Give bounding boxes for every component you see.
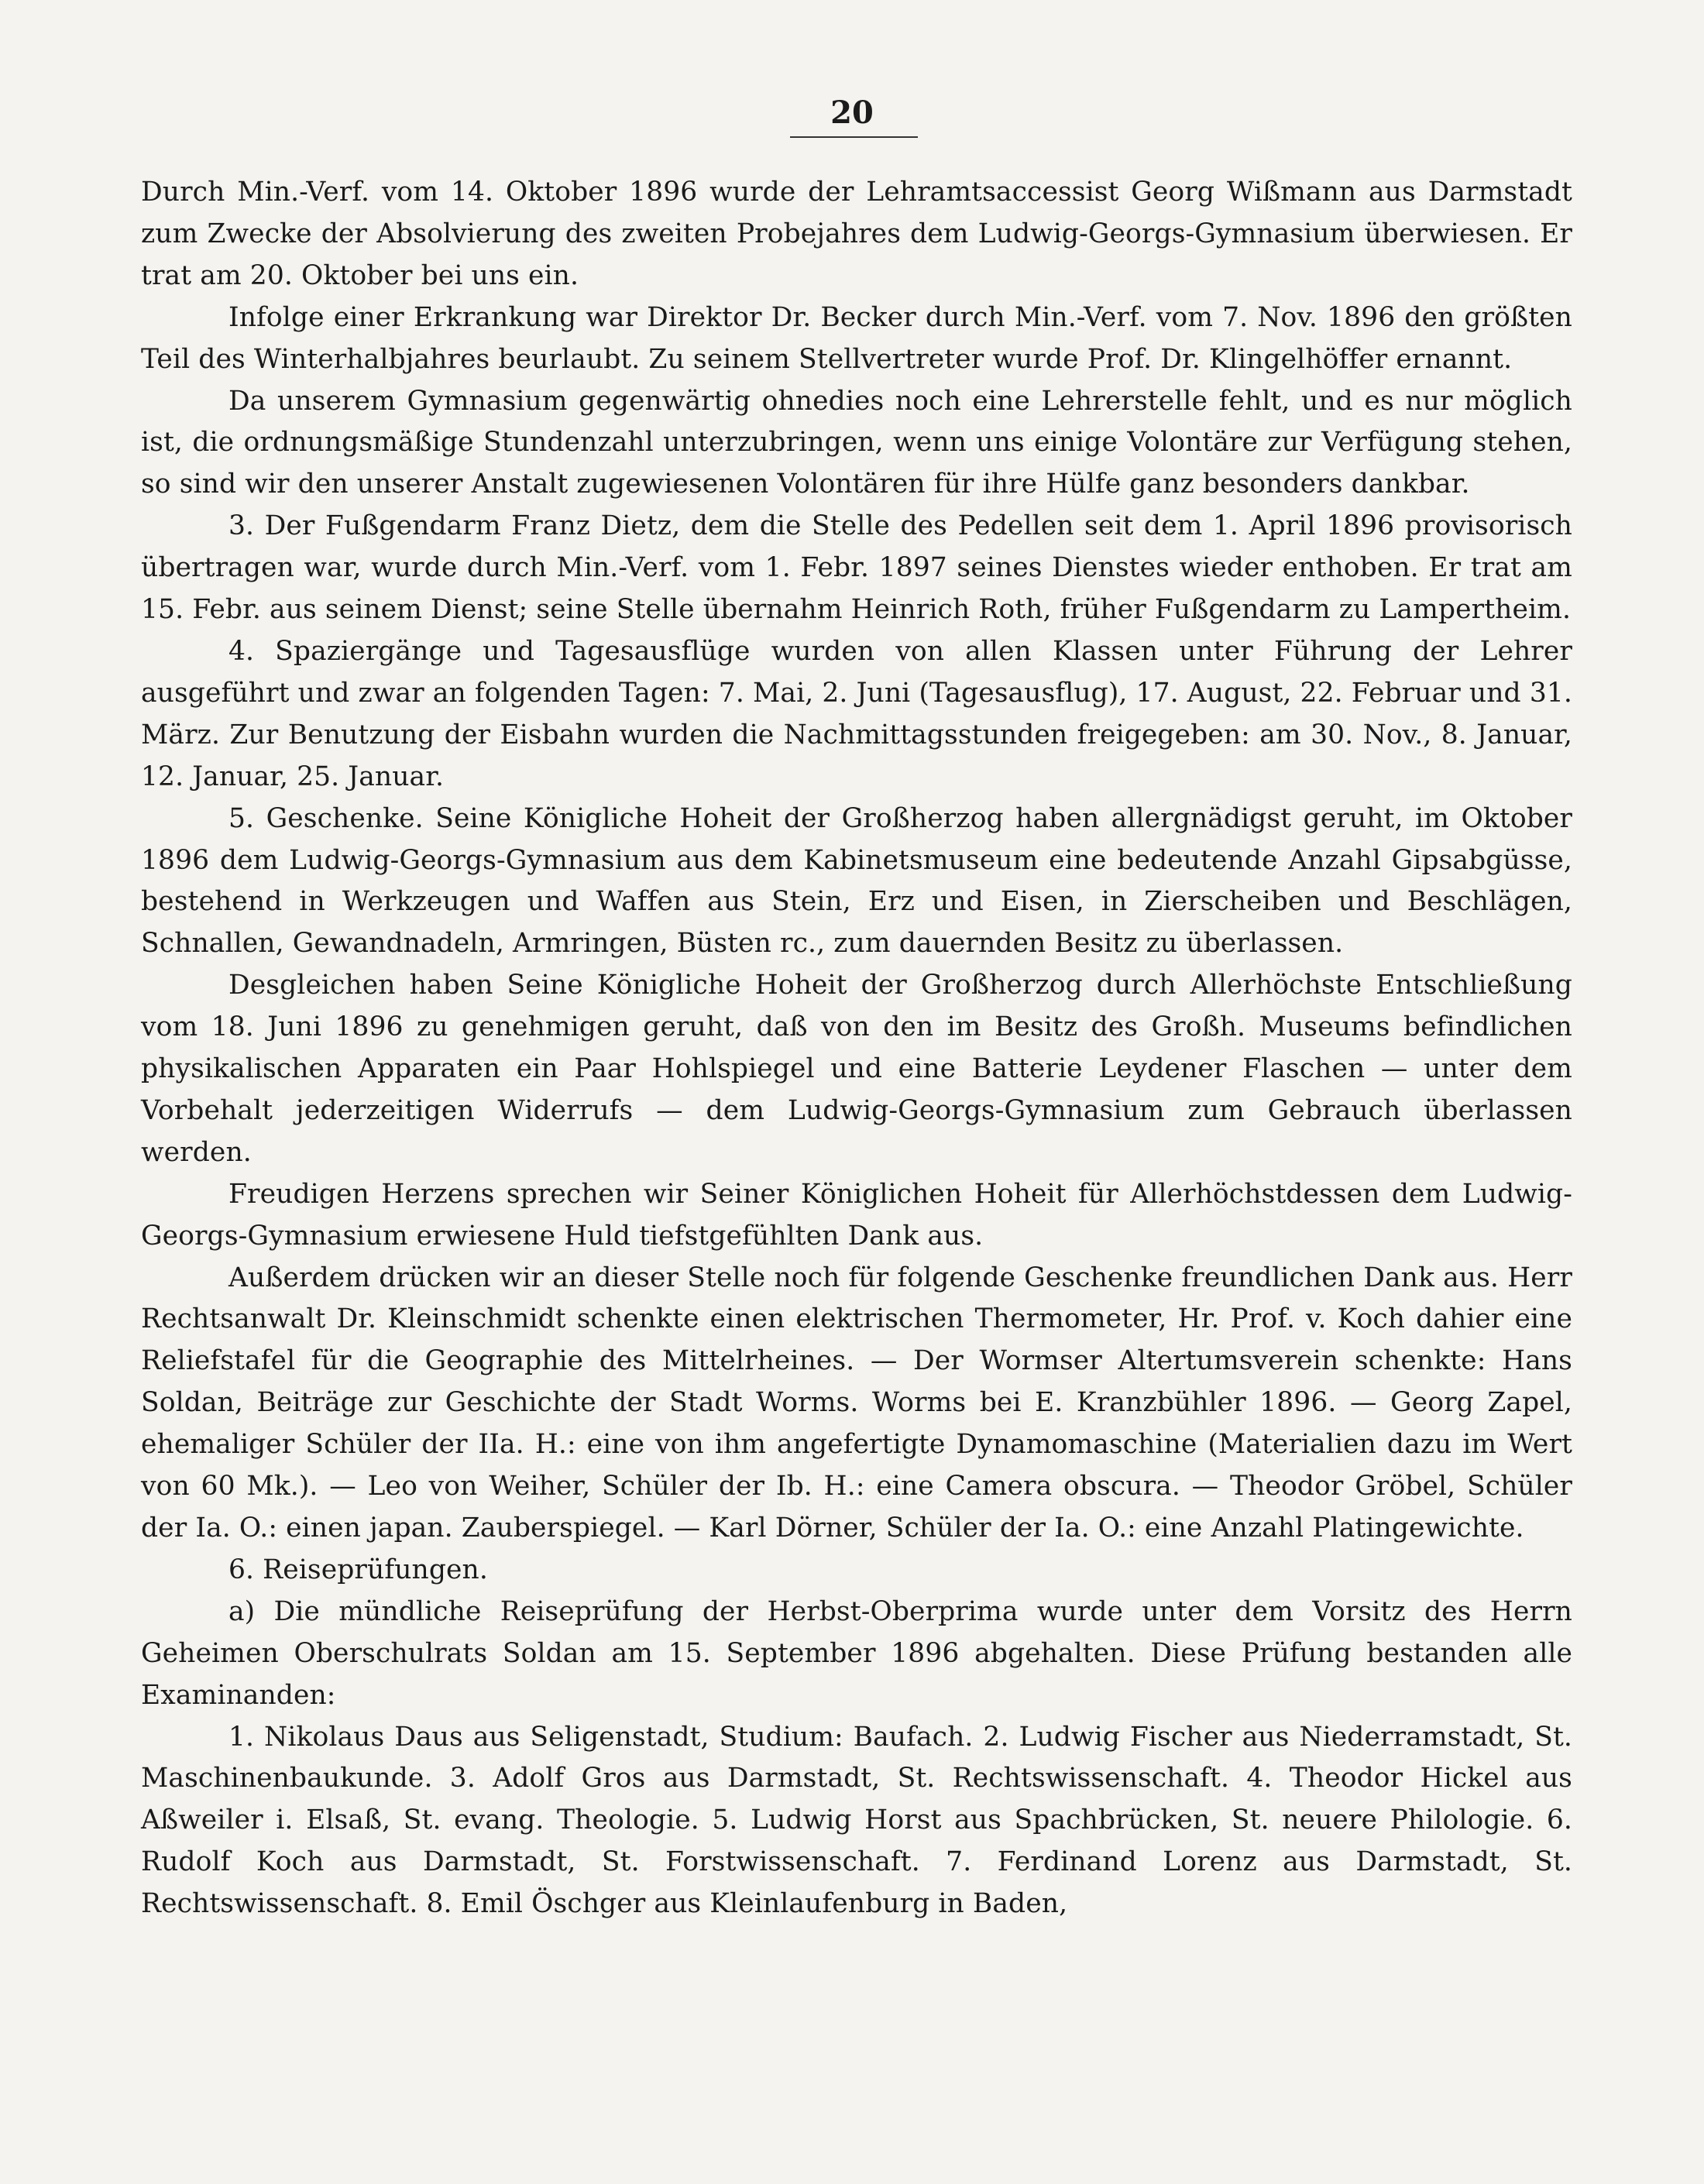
paragraph-examinanden-liste: 1. Nikolaus Daus aus Seligenstadt, Studium: Baufach. 2. Ludwig Fischer aus Niederramstadt, St. Maschinenbaukunde. 3. Adolf Gros aus Darmstadt, St. Rechtswissenschaft. 4. Theodor Hickel aus Aßweiler i. Elsaß, St. evang. Theologie. 5. Ludwig Horst aus Spachbrücken, St. neuere Philologie. 6. Rudolf Koch aus Darmstadt, St. Forstwissenschaft. 7. Ferdinand Lorenz aus Darmstadt, St. Rechtswissenschaft. 8. Emil Öschger aus Kleinlaufenburg in Baden, [141, 1721, 1572, 1920]
paragraph-dank: Freudigen Herzens sprechen wir Seiner Königlichen Hoheit für Allerhöchstdessen dem Ludwig-Georgs-Gymnasium erwiesene Huld tiefstgefühlten Dank aus. [141, 1178, 1572, 1252]
paragraph-pedell: 3. Der Fußgendarm Franz Dietz, dem die Stelle des Pedellen seit dem 1. April 1896 provisorisch übertragen war, wurde durch Min.-Verf. vom 1. Febr. 1897 seines Dienstes wieder enthoben. Er trat am 15. Febr. aus seinem Dienst; seine Stelle übernahm Heinrich Roth, früher Fußgendarm zu Lampertheim. [141, 510, 1572, 626]
paragraph-geschenke: 5. Geschenke. Seine Königliche Hoheit der Großherzog haben allergnädigst geruht, im Oktober 1896 dem Ludwig-Georgs-Gymnasium aus dem Kabinetsmuseum eine bedeutende Anzahl Gipsabgüsse, bestehend in Werkzeugen und Waffen aus Stein, Erz und Eisen, in Zierscheiben und Beschlägen, Schnallen, Gewandnadeln, Armringen, Büsten rc., zum dauernden Besitz zu überlassen. [141, 802, 1572, 960]
paragraph-spaziergaenge: 4. Spaziergänge und Tagesausflüge wurden von allen Klassen unter Führung der Lehrer ausgeführt und zwar an folgenden Tagen: 7. Mai, 2. Juni (Tagesausflug), 17. August, 22. Februar und 31. März. Zur Benutzung der Eisbahn wurden die Nachmittagsstunden freigegeben: am 30. Nov., 8. Januar, 12. Januar, 25. Januar. [141, 635, 1572, 792]
paragraph-muendliche-pruefung: a) Die mündliche Reiseprüfung der Herbst-Oberprima wurde unter dem Vorsitz des Herrn Geheimen Oberschulrats Soldan am 15. September 1896 abgehalten. Diese Prüfung bestanden alle Examinanden: [141, 1595, 1572, 1711]
paragraph-hohlspiegel: Desgleichen haben Seine Königliche Hoheit der Großherzog durch Allerhöchste Entschließung vom 18. Juni 1896 zu genehmigen geruht, daß von den im Besitz des Großh. Museums befindlichen physikalischen Apparaten ein Paar Hohlspiegel und eine Batterie Leydener Flaschen — unter dem Vorbehalt jederzeitigen Widerrufs — dem Ludwig-Georgs-Gymnasium zum Gebrauch überlassen werden. [141, 970, 1572, 1168]
paragraph-wissmann: Durch Min.-Verf. vom 14. Oktober 1896 wurde der Lehramtsaccessist Georg Wißmann aus Darmstadt zum Zwecke der Absolvierung des zweiten Probejahres dem Ludwig-Georgs-Gymnasium überwiesen. Er trat am 20. Oktober bei uns ein. [141, 177, 1572, 291]
paragraph-volontaere: Da unserem Gymnasium gegenwärtig ohnedies noch eine Lehrerstelle fehlt, und es nur möglich ist, die ordnungsmäßige Stundenzahl unterzubringen, wenn uns einige Volontäre zur Verfügung stehen, so sind wir den unserer Anstalt zugewiesenen Volontären für ihre Hülfe ganz besonders dankbar. [141, 385, 1572, 500]
section-heading-reisepruefungen: 6. Reiseprüfungen. [228, 1554, 488, 1585]
header-rule [790, 136, 918, 138]
paragraph-weitere-geschenke: Außerdem drücken wir an dieser Stelle noch für folgende Geschenke freundlichen Dank aus. Herr Rechtsanwalt Dr. Kleinschmidt schenkte einen elektrischen Thermometer, Hr. Prof. v. Koch dahier eine Reliefstafel für die Geographie des Mittelrheines. — Der Wormser Altertumsverein schenkte: Hans Soldan, Beiträge zur Geschichte der Stadt Worms. Worms bei E. Kranzbühler 1896. — Georg Zapel, ehemaliger Schüler der IIa. H.: eine von ihm angefertigte Dynamomaschine (Materialien dazu im Wert von 60 Mk.). — Leo von Weiher, Schüler der Ib. H.: eine Camera obscura. — Theodor Gröbel, Schüler der Ia. O.: einen japan. Zauberspiegel. — Karl Dörner, Schüler der Ia. O.: eine Anzahl Platingewichte. [141, 1262, 1572, 1544]
body-text [141, 172, 1572, 1925]
page-number: 20 [830, 94, 874, 131]
paragraph-becker: Infolge einer Erkrankung war Direktor Dr. Becker durch Min.-Verf. vom 7. Nov. 1896 den größten Teil des Winterhalbjahres beurlaubt. Zu seinem Stellvertreter wurde Prof. Dr. Klingelhöffer ernannt. [141, 301, 1572, 375]
